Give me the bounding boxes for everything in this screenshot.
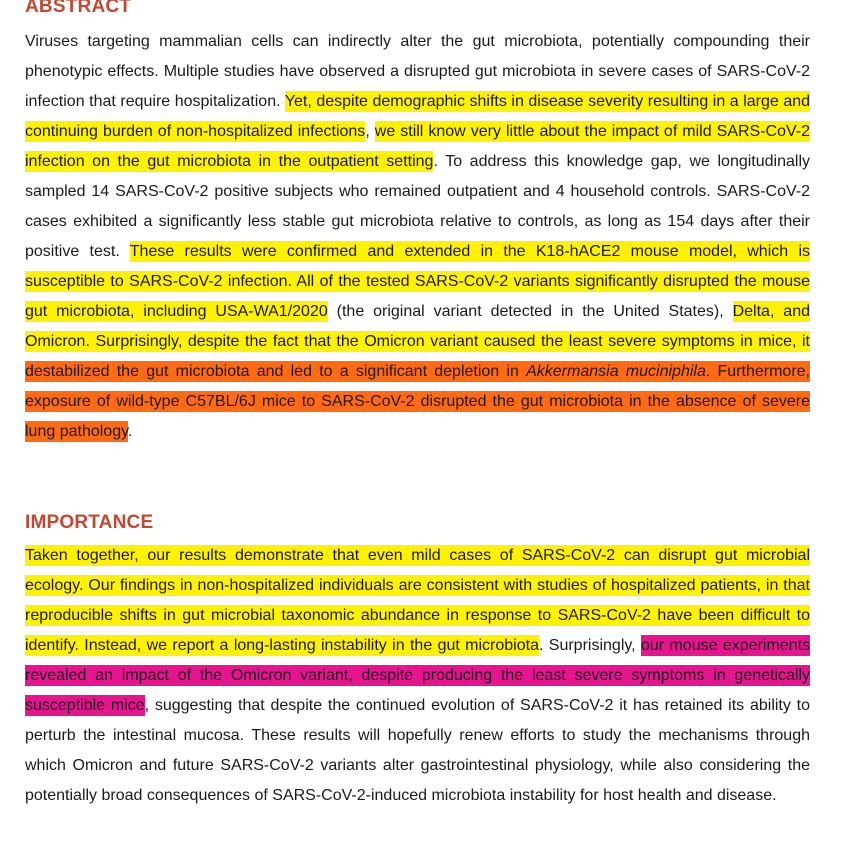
abstract-text-4: (the original variant detected in the United States), <box>327 303 733 320</box>
importance-heading: IMPORTANCE <box>25 512 154 533</box>
importance-text-2: , suggesting that despite the continued evolution of SARS-CoV-2 it has retained its ability to perturb the intestinal mucosa. These results will hopefully renew efforts to study the mechanisms through which Omicron and future SARS-CoV-2 variants alter gastrointestinal physiology, while also considering the potentially broad consequences of SARS-CoV-2-induced microbiota instability for host health and disease. <box>25 697 811 804</box>
abstract-paragraph <box>25 27 810 447</box>
abstract-heading: ABSTRACT <box>25 0 132 17</box>
species-name: Akkermansia muciniphila <box>526 363 706 380</box>
abstract-text-2: , <box>365 123 375 140</box>
importance-paragraph <box>25 541 810 811</box>
abstract-highlight-4: Delta, and Omicron. Surprisingly, despite the fact that the Omicron variant caused the least severe symptoms in mice, it <box>25 303 810 350</box>
importance-highlight-1: Taken together, our results demonstrate that even mild cases of SARS-CoV-2 can disrupt gut microbial ecology. Our findings in non-hospitalized individuals are consistent with studies of hospitalized patients, in that reproducible shifts in gut microbial taxonomic abundance in response to SARS-CoV-2 have been difficult to identify. Instead, we report a long-lasting instability in the gut microbiota <box>25 547 810 654</box>
importance-text-1: . Surprisingly, <box>538 637 641 654</box>
abstract-highlight-2: we still know very little about the impact of mild SARS-CoV-2 infection on the gut microbiota in the outpatient setting <box>25 123 811 170</box>
abstract-text-5: . <box>127 423 133 440</box>
abstract-orange-highlight-1: destabilized the gut microbiota and led to a significant depletion in <box>25 363 527 380</box>
abstract-text-3: . To address this knowledge gap, we longitudinally sampled 14 SARS-CoV-2 positive subjects who remained outpatient and 4 household controls. SARS-CoV-2 cases exhibited a significantly less stable gut microbiota relative to controls, as long as 154 days after their positive test. <box>25 153 811 260</box>
abstract-highlight-1: Yet, despite demographic shifts in disease severity resulting in a large and continuing burden of non-hospitalized infections <box>25 93 811 140</box>
importance-pink-highlight: our mouse experiments revealed an impact of the Omicron variant, despite producing the least severe symptoms in genetically susceptible mice <box>25 637 811 714</box>
abstract-highlight-3: These results were confirmed and extended in the K18-hACE2 mouse model, which is susceptible to SARS-CoV-2 infection. All of the tested SARS-CoV-2 variants significantly disrupted the mouse gut microbiota, including USA-WA1/2020 <box>25 243 810 320</box>
abstract-orange-highlight-2: . Furthermore, exposure of wild-type C57BL/6J mice to SARS-CoV-2 disrupted the gut microbiota in the absence of severe lung pathology <box>25 363 810 440</box>
abstract-text-1: Viruses targeting mammalian cells can indirectly alter the gut microbiota, potentially compounding their phenotypic effects. Multiple studies have observed a disrupted gut microbiota in severe cases of SARS-CoV-2 infection that require hospitalization. <box>25 33 810 110</box>
